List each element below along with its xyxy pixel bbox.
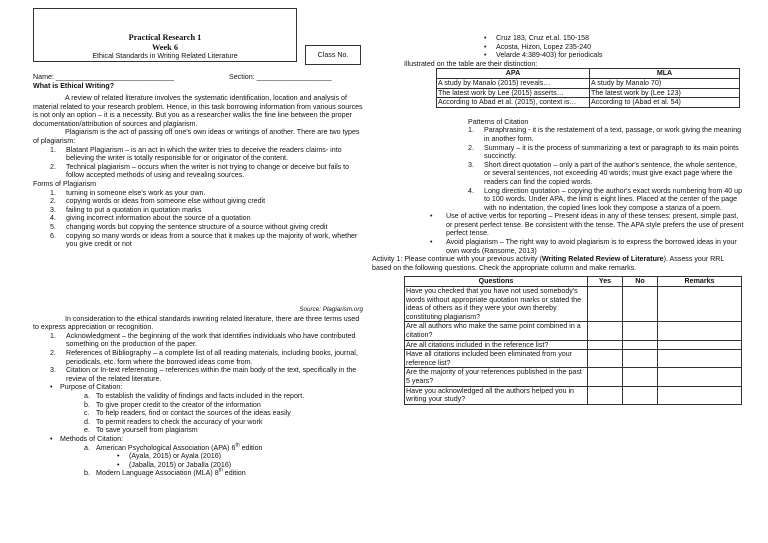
- table-row: [405, 287, 742, 322]
- remarks-header: Remarks: [658, 277, 742, 287]
- mla-cell: According to (Abad et al. 54): [590, 98, 740, 108]
- method-b: [33, 469, 363, 478]
- plagiarism-type-item: [33, 146, 363, 163]
- question-cell: Have all citations included been eliminated from your reference list?: [405, 350, 588, 368]
- purpose-item: [33, 426, 363, 435]
- methods-heading-item: [33, 435, 363, 444]
- purpose-item-text: To give proper credit to the creator of the information: [96, 400, 261, 409]
- no-cell[interactable]: [623, 350, 658, 368]
- class-no-box: Class No.: [305, 45, 361, 65]
- tip-item-text: Use of active verbs for reporting – Present ideas in any of these tenses: present, simple past, or present perfect tense. Be consistent with the tense. The APA style prefers the use of present perfect tense.: [446, 212, 744, 238]
- mla-example-text: Cruz 183, Cruz et.al. 150-158: [496, 34, 590, 42]
- method-a-sup: th: [235, 442, 240, 449]
- apa-mla-table: [436, 68, 740, 107]
- plagiarism-type-item-number: 2.: [50, 162, 56, 171]
- term-item: [33, 332, 363, 349]
- term-item-text: Citation or In-text referencing – references within the main body of the text, specifically in the review of the related literature.: [66, 366, 357, 383]
- mla-example-text: Velarde 4:389-403) for periodicals: [496, 51, 603, 60]
- questions-header: Questions: [405, 277, 588, 287]
- table-row: [405, 386, 742, 404]
- bullet-icon: •: [50, 434, 53, 443]
- no-cell[interactable]: [623, 386, 658, 404]
- yes-cell[interactable]: [588, 340, 623, 350]
- mla-header: MLA: [590, 69, 740, 79]
- standards-paragraph: In consideration to the ethical standards inwriting related literature, there are three terms used to express appreciation or recognition.: [33, 314, 360, 332]
- tip-item-text: Avoid plagiarism – The right way to avoid plagiarism is to express the borrowed ideas in your own words (Ransome, 2013): [446, 238, 737, 255]
- term-item: [33, 366, 363, 383]
- form-item-number: 3.: [50, 205, 56, 214]
- no-cell[interactable]: [623, 340, 658, 350]
- pattern-item-text: Short direct quotation – only a part of the author's sentence, the whole sentence, or several sentences, not exceeding 40 words; must give exact page where the readers can find the copied words.: [484, 160, 737, 186]
- no-header: No: [623, 277, 658, 287]
- intro-paragraph: A review of related literature involves the systematic identification, location and analysis of material related to your research problem. Hence, in this task borrowing information from various sources is not only an option – it is a necessity. But you as a researcher walks the fine line between the proper documentation/attribution of sources and plagiarism.: [33, 94, 363, 128]
- yes-header: Yes: [588, 277, 623, 287]
- method-a-text: American Psychological Association (APA) 6: [96, 443, 236, 452]
- apa-cell: According to Abad et al. (2015), context is…: [437, 98, 590, 108]
- form-item: [33, 214, 363, 223]
- subtitle: Ethical Standards in Writing Related Literature: [92, 52, 238, 61]
- purpose-heading-item: [33, 383, 363, 392]
- remarks-cell[interactable]: [658, 368, 742, 386]
- form-item-text: turning in someone else's work as your own.: [66, 188, 206, 197]
- form-item-text: giving incorrect information about the source of a quotation: [66, 214, 251, 223]
- tips-list: [372, 212, 744, 255]
- bullet-icon: •: [430, 238, 433, 247]
- method-b-sup: th: [218, 467, 223, 474]
- term-item-number: 3.: [50, 366, 56, 375]
- no-cell[interactable]: [623, 287, 658, 322]
- activity-bold: Writing Related Review of Literature: [541, 255, 664, 264]
- title-block: [33, 8, 297, 62]
- purpose-item-text: To save yourself from plagiarism: [96, 426, 198, 435]
- form-item: [33, 223, 363, 232]
- apa-cell: The latest work by Lee (2015) asserts…: [437, 88, 590, 98]
- form-item-text: failing to put a quotation in quotation marks: [66, 205, 202, 214]
- form-item-number: 6.: [50, 231, 56, 240]
- what-is-heading: What is Ethical Writing?: [33, 82, 115, 90]
- purpose-item-text: To help readers, find or contact the sources of the ideas easily: [96, 409, 291, 418]
- method-a-letter: a.: [84, 443, 90, 452]
- form-item: [33, 232, 363, 249]
- table-row: [405, 340, 742, 350]
- table-row: [405, 368, 742, 386]
- table-row: [405, 350, 742, 368]
- question-cell: Have you acknowledged all the authors helped you in writing your study?: [405, 386, 588, 404]
- mla-example: [372, 51, 744, 60]
- yes-cell[interactable]: [588, 368, 623, 386]
- table-row: [405, 322, 742, 340]
- apa-header: APA: [437, 69, 590, 79]
- plagiarism-type-item-text: Technical plagiarism – occurs when the writer is not trying to change or deceive but fails to follow accepted methods of using and revealing sources.: [66, 162, 350, 180]
- purpose-item-text: To permit readers to check the accuracy of your work: [96, 417, 263, 426]
- form-item: [33, 189, 363, 198]
- form-item-text: changing words but copying the sentence structure of a source without giving credit: [66, 222, 328, 231]
- tip-item: [372, 212, 744, 238]
- method-a-examples: [33, 452, 363, 469]
- term-item-text: Acknowledgment – the beginning of the work that identifies individuals who have contributed something on the production of the paper.: [66, 331, 356, 349]
- bullet-icon: •: [484, 51, 487, 60]
- yes-cell[interactable]: [588, 322, 623, 340]
- purpose-item: [33, 409, 363, 418]
- pattern-item: [372, 126, 744, 143]
- apa-cell: A study by Manalo (2015) reveals…: [437, 78, 590, 88]
- section-line: Section: ___________________: [229, 73, 332, 81]
- patterns-list: [372, 126, 744, 212]
- remarks-cell[interactable]: [658, 340, 742, 350]
- pattern-item-text: Paraphrasing - it is the restatement of a text, passage, or work giving the meaning in another form.: [484, 126, 742, 143]
- pattern-item: [372, 161, 744, 187]
- term-item-text: References of Bibliography – a complete list of all reading materials, including books, journal, periodicals, etc. form where the borrowed ideas come from.: [66, 348, 358, 366]
- method-b-examples: [372, 34, 744, 60]
- bullet-icon: •: [430, 212, 433, 221]
- form-item-number: 4.: [50, 214, 56, 223]
- form-item: [33, 206, 363, 215]
- no-cell[interactable]: [623, 322, 658, 340]
- table-row: [437, 88, 740, 98]
- table-row: [437, 78, 740, 88]
- activity-post: ). Assess your RRL based on the following questions. Check the appropriate column and make remarks.: [372, 255, 725, 272]
- form-item-number: 2.: [50, 197, 56, 206]
- pattern-item-number: 1.: [468, 126, 474, 135]
- pattern-item: [372, 144, 744, 161]
- pattern-item: [372, 187, 744, 213]
- apa-example: [33, 461, 363, 470]
- apa-example-text: (Ayala, 2015) or Ayala (2016): [129, 452, 222, 461]
- purpose-item-number: a.: [84, 391, 90, 400]
- table-row: [437, 98, 740, 108]
- bullet-icon: •: [484, 34, 487, 42]
- remarks-cell[interactable]: [658, 322, 742, 340]
- methods-heading: Methods of Citation:: [60, 434, 124, 443]
- purpose-item: [33, 392, 363, 401]
- form-item-number: 1.: [50, 188, 56, 197]
- purpose-item-number: c.: [84, 409, 90, 418]
- form-item-text: copying so many words or ideas from a source that it makes up the majority of work, whether you give credit or not: [66, 231, 358, 249]
- mla-example-text: Acosta, Hizon, Lopez 235-240: [496, 42, 592, 51]
- bullet-icon: •: [117, 452, 120, 461]
- title-line-1: Practical Research 1: [128, 33, 202, 42]
- mla-example: [372, 43, 744, 52]
- patterns-heading: Patterns of Citation: [468, 117, 529, 126]
- term-item-number: 1.: [50, 331, 56, 340]
- mla-cell: A study by Manalo 70): [590, 78, 740, 88]
- apa-example-text: (Jaballa, 2015) or Jaballa (2016): [129, 460, 232, 469]
- yes-cell[interactable]: [588, 287, 623, 322]
- yes-cell[interactable]: [588, 350, 623, 368]
- bullet-icon: •: [484, 42, 487, 51]
- remarks-cell[interactable]: [658, 386, 742, 404]
- form-item-number: 5.: [50, 222, 56, 231]
- forms-list: [33, 189, 363, 249]
- method-b-tail: edition: [222, 469, 246, 478]
- mla-cell: The latest work by (Lee 123): [590, 88, 740, 98]
- yes-cell[interactable]: [588, 386, 623, 404]
- pattern-item-number: 4.: [468, 186, 474, 195]
- method-b-letter: b.: [84, 469, 90, 478]
- method-a: [33, 444, 363, 453]
- purpose-item-text: To establish the validity of findings and facts included in the report.: [96, 391, 305, 400]
- question-cell: Are all citations included in the reference list?: [405, 340, 588, 350]
- source-note: Source: Plagiarism.org: [299, 306, 363, 313]
- purpose-item: [33, 418, 363, 427]
- purpose-item-number: b.: [84, 400, 90, 409]
- term-item-number: 2.: [50, 348, 56, 357]
- question-cell: Are the majority of your references published in the past 5 years?: [405, 368, 588, 386]
- question-cell: Have you checked that you have not used somebody's words without appropriate quotation marks or stated the ideas of others as if they were your own thereby constituting plagiarism?: [405, 287, 588, 322]
- purpose-item: [33, 401, 363, 410]
- tip-item: [372, 238, 744, 255]
- bullet-icon: •: [50, 383, 53, 392]
- terms-list: [33, 332, 363, 384]
- forms-heading: Forms of Plagiarism: [33, 179, 97, 188]
- pattern-item-number: 3.: [468, 160, 474, 169]
- mla-example: [372, 34, 744, 43]
- purpose-item-number: e.: [84, 426, 90, 435]
- remarks-cell[interactable]: [658, 350, 742, 368]
- question-cell: Are all authors who make the same point combined in a citation?: [405, 322, 588, 340]
- no-cell[interactable]: [623, 368, 658, 386]
- title-line-2: Week 6: [151, 42, 179, 52]
- activity-paragraph: [372, 255, 744, 272]
- plagiarism-types-list: [33, 146, 363, 180]
- pattern-item-text: Long direction quotation – copying the author's exact words numbering from 40 up to 100 words. Under APA, the limit is eight lines. Placed at the center of the page with no indentation, the copied lines look they compose a stanza of a poem.: [484, 186, 743, 212]
- plagiarism-paragraph: Plagiarism is the act of passing off one's own ideas or writings of another. There are two types of plagiarism:: [33, 128, 360, 145]
- name-line: Name: ______________________________: [33, 73, 175, 81]
- purpose-list: [33, 392, 363, 435]
- term-item: [33, 349, 363, 366]
- form-item: [33, 197, 363, 206]
- plagiarism-type-item: [33, 163, 363, 180]
- activity-pre: Activity 1: Please continue with your previous activity (: [372, 255, 542, 264]
- table-intro: Illustrated on the table are their distinction:: [404, 59, 538, 68]
- method-b-text: Modern Language Association (MLA) 8: [96, 469, 219, 478]
- purpose-item-number: d.: [84, 417, 90, 426]
- apa-example: [33, 452, 363, 461]
- pattern-item-text: Summary – it is the process of summarizing a text or paragraph to its main points succinctly.: [484, 143, 739, 161]
- pattern-item-number: 2.: [468, 143, 474, 152]
- method-a-tail: edition: [239, 443, 263, 452]
- purpose-heading: Purpose of Citation:: [60, 383, 123, 392]
- bullet-icon: •: [117, 460, 120, 469]
- plagiarism-type-item-number: 1.: [50, 145, 56, 154]
- plagiarism-type-item-text: Blatant Plagiarism – is an act in which the writer tries to deceive the readers claims- into believing the writer is totally responsible for or originator of the content.: [66, 145, 342, 163]
- remarks-cell[interactable]: [658, 287, 742, 322]
- form-item-text: copying words or ideas from someone else without giving credit: [66, 197, 266, 206]
- assessment-table: [404, 276, 742, 404]
